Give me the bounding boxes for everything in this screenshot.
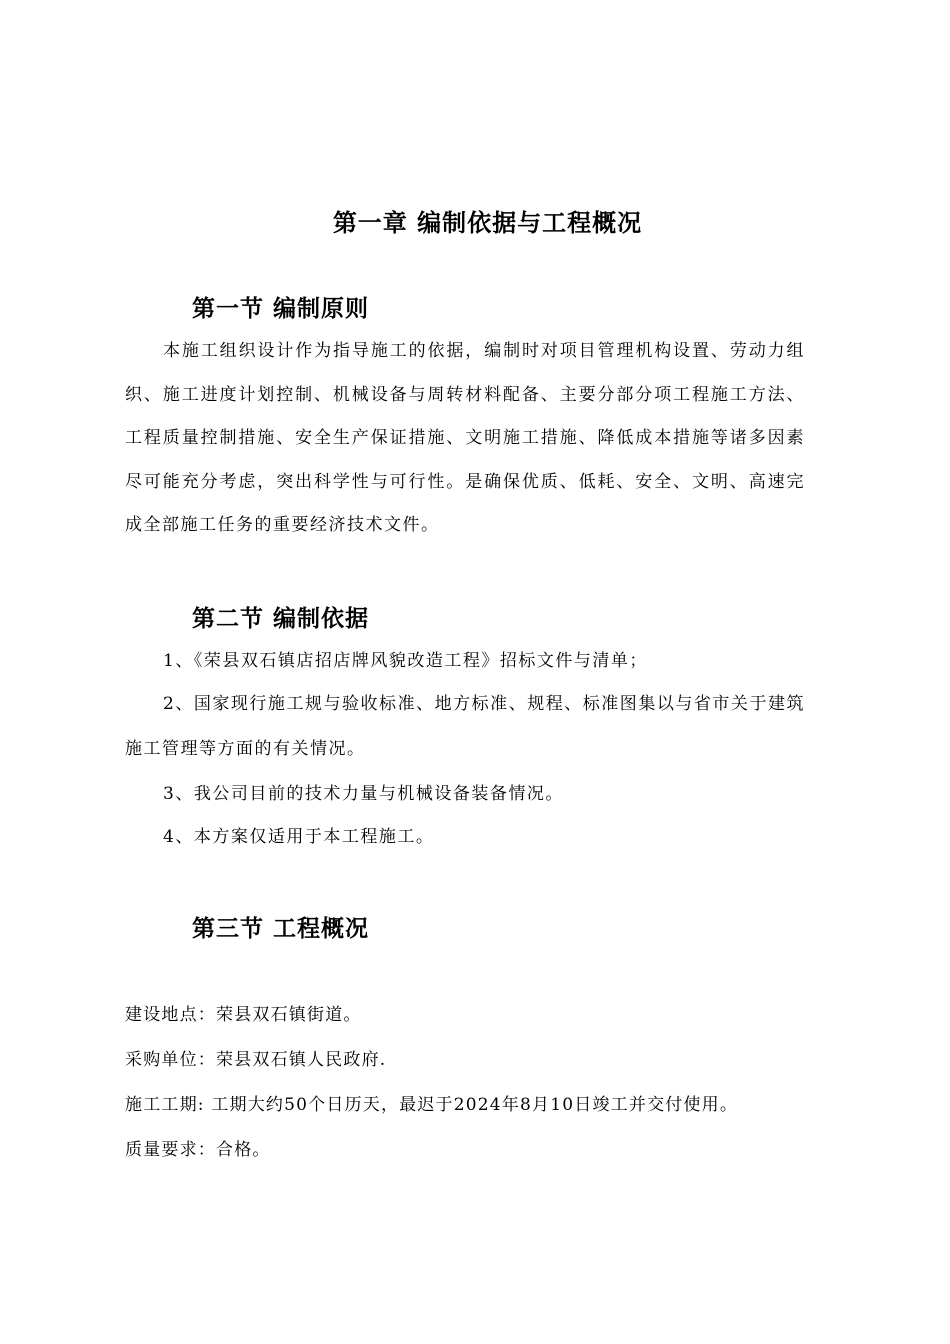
basis-item-4: 4、本方案仅适用于本工程施工。 [163, 827, 435, 847]
section-title-overview: 第三节 工程概况 [192, 916, 370, 942]
chapter-title: 第一章 编制依据与工程概况 [332, 209, 643, 237]
basis-item-2: 2、国家现行施工规与验收标准、地方标准、规程、标准图集以与省市关于建筑施工管理等方面的有关情况。 [125, 694, 805, 759]
section-title-basis: 第二节 编制依据 [192, 606, 370, 632]
section-title-principles: 第一节 编制原则 [192, 296, 370, 322]
overview-schedule: 施工工期: 工期大约50个日历天，最迟于2024年8月10日竣工并交付使用。 [125, 1095, 739, 1115]
basis-item-1: 1、《荣县双石镇店招店牌风貌改造工程》招标文件与清单； [163, 651, 648, 671]
overview-location: 建设地点：荣县双石镇街道。 [125, 1005, 362, 1025]
overview-purchaser: 采购单位：荣县双石镇人民政府. [125, 1050, 387, 1070]
overview-quality: 质量要求：合格。 [125, 1140, 271, 1160]
basis-item-3: 3、我公司目前的技术力量与机械设备装备情况。 [163, 784, 564, 804]
principles-paragraph: 本施工组织设计作为指导施工的依据，编制时对项目管理机构设置、劳动力组织、施工进度计划控制、机械设备与周转材料配备、主要分部分项工程施工方法、工程质量控制措施、安全生产保证措施、文明施工措施、降低成本措施等诸多因素尽可能充分考虑，突出科学性与可行性。是确保优质、低耗、安全、文明、高速完成全部施工任务的重要经济技术文件。 [125, 341, 805, 535]
